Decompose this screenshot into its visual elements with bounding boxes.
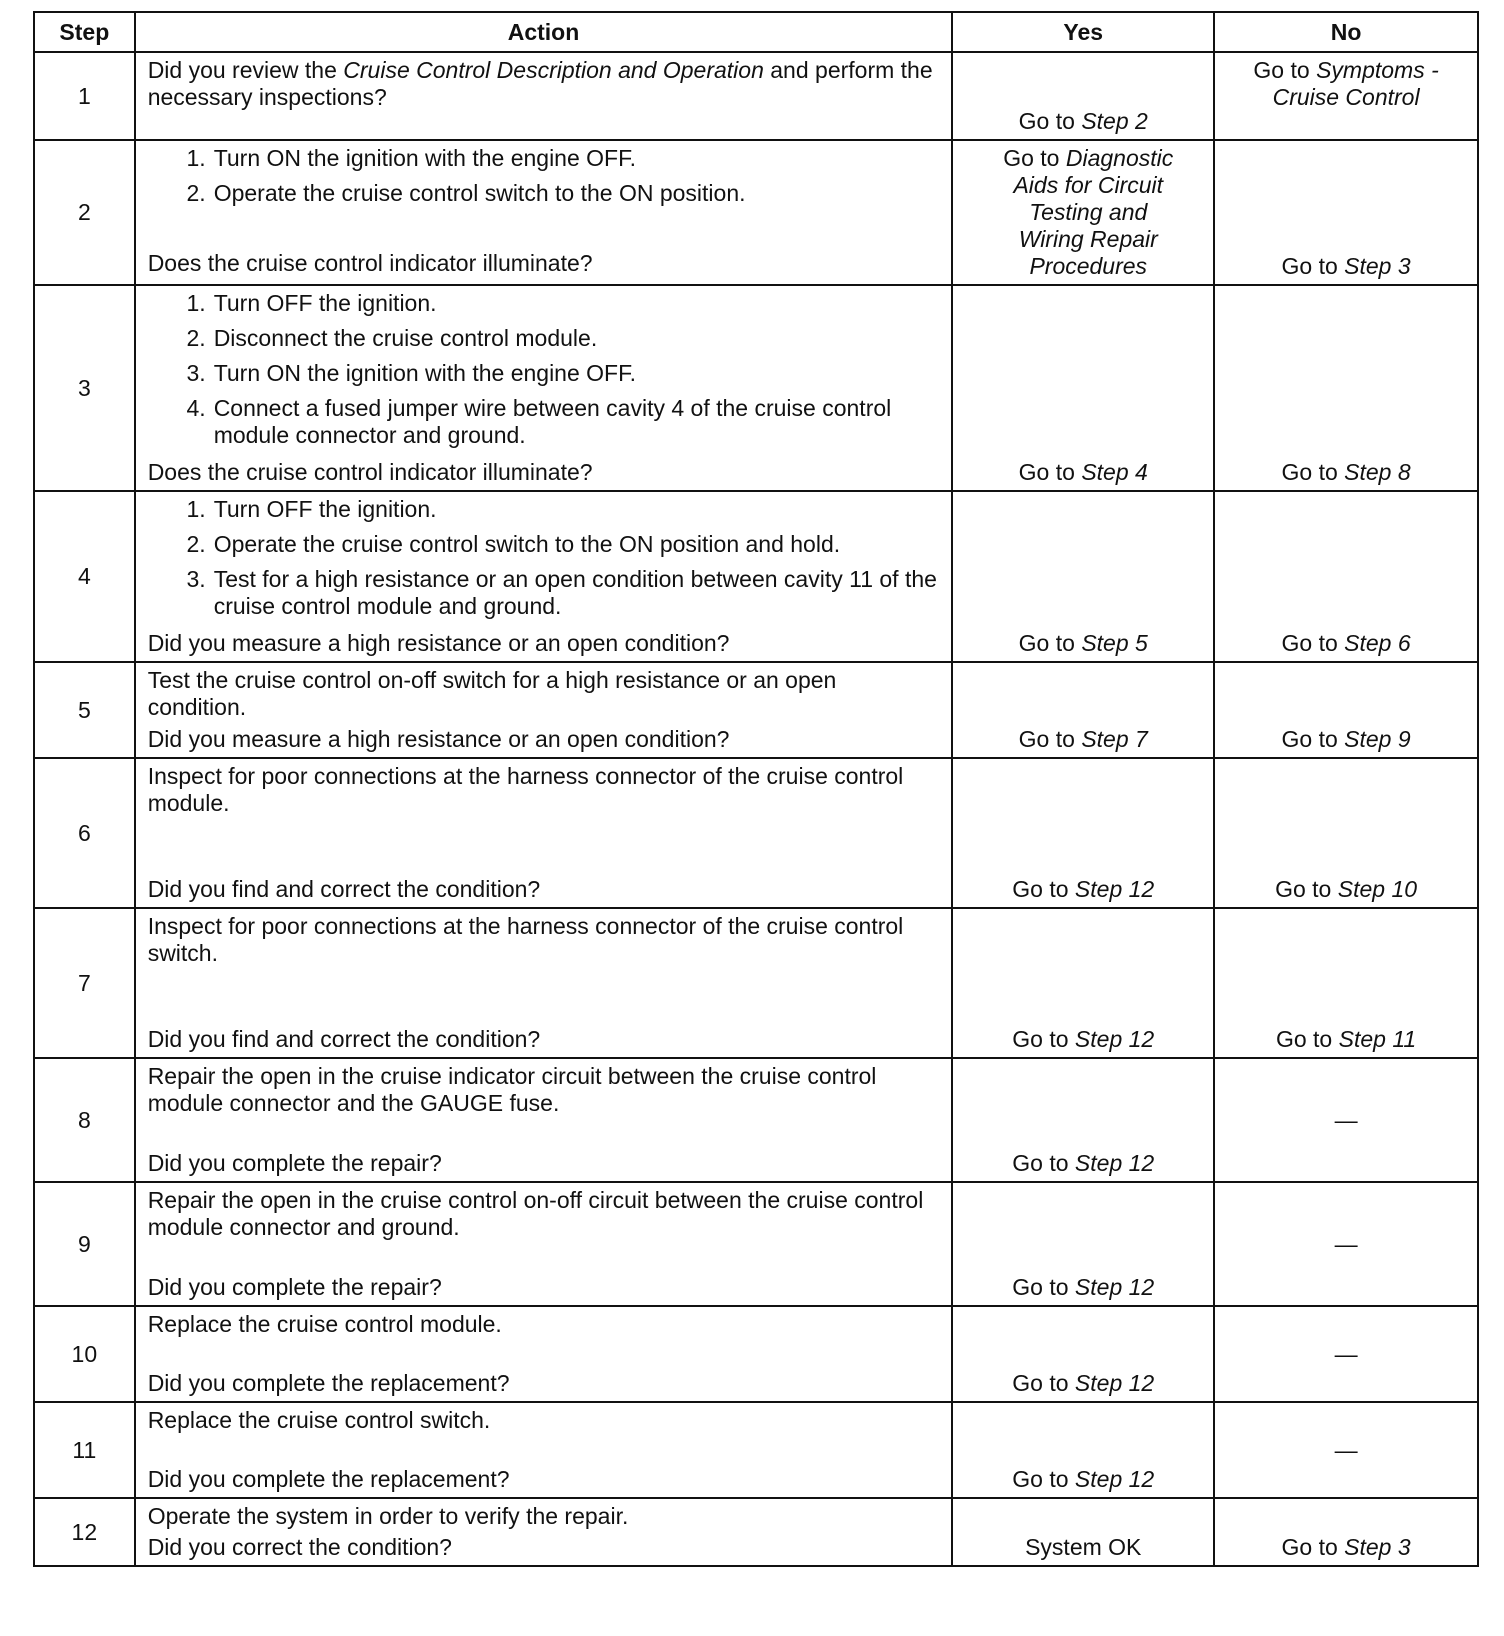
yes-cell [952, 1306, 1214, 1402]
sub-step-text: Disconnect the cruise control module. [213, 325, 598, 351]
yes-cell [952, 285, 1214, 491]
no-prefix: Go to [1281, 1534, 1345, 1560]
yes-prefix: Go to [1018, 630, 1082, 656]
step-number: 10 [34, 1306, 135, 1402]
yes-cell [952, 662, 1214, 758]
no-cell [1214, 140, 1478, 285]
no-prefix: Go to [1253, 57, 1317, 83]
reference-link[interactable]: Cruise Control Description and Operation [343, 57, 764, 83]
yes-reference-link[interactable]: Step 12 [1074, 1370, 1155, 1396]
no-cell [1214, 1058, 1478, 1182]
table-row [34, 1306, 1478, 1402]
header-yes: Yes [952, 12, 1214, 52]
no-reference-link[interactable]: Symptoms - Cruise Control [1272, 57, 1439, 110]
yes-reference-link[interactable]: Step 12 [1074, 1150, 1155, 1176]
no-text: — [1334, 1436, 1358, 1463]
sub-step-text: Operate the cruise control switch to the ON position. [213, 180, 746, 206]
yes-cell [952, 758, 1214, 908]
no-prefix: Go to [1281, 459, 1345, 485]
action-question: Did you complete the repair? [147, 1150, 442, 1176]
action-cell [135, 52, 953, 140]
no-prefix: Go to [1281, 726, 1345, 752]
sub-step [148, 496, 940, 523]
sub-step [148, 531, 940, 558]
no-cell [1214, 908, 1478, 1058]
no-cell [1214, 491, 1478, 662]
table-row [34, 908, 1478, 1058]
yes-reference-link[interactable]: Step 2 [1081, 108, 1148, 134]
sub-step-text: Connect a fused jumper wire between cavity 4 of the cruise control module connector and ground. [213, 395, 892, 448]
sub-step [148, 180, 940, 207]
sub-step [148, 145, 940, 172]
sub-step-number: 1. [186, 145, 206, 171]
action-question: Did you complete the replacement? [147, 1370, 510, 1396]
action-question: Did you find and correct the condition? [147, 876, 541, 902]
no-prefix: Go to [1281, 253, 1345, 279]
action-instruction: Repair the open in the cruise indicator circuit between the cruise control module connector and the GAUGE fuse. [147, 1063, 877, 1116]
action-instruction: Test the cruise control on-off switch for a high resistance or an open condition. [147, 667, 837, 720]
no-text: — [1334, 1106, 1358, 1133]
yes-reference-link[interactable]: Step 12 [1074, 1274, 1155, 1300]
sub-step-number: 2. [186, 325, 206, 351]
action-instruction: Inspect for poor connections at the harness connector of the cruise control module. [147, 763, 904, 816]
yes-cell [952, 52, 1214, 140]
action-instruction: Replace the cruise control module. [147, 1311, 502, 1337]
action-content [148, 145, 940, 277]
yes-reference-link[interactable]: Step 12 [1074, 1026, 1155, 1052]
action-cell [135, 662, 953, 758]
sub-step-list [148, 290, 940, 457]
yes-cell [952, 1182, 1214, 1306]
instruction-text: Did you review the [147, 57, 344, 83]
action-question: Does the cruise control indicator illuminate? [147, 459, 593, 485]
sub-step-text: Turn ON the ignition with the engine OFF. [213, 360, 636, 386]
yes-prefix: Go to [1012, 1026, 1075, 1052]
yes-reference-link[interactable]: Step 12 [1074, 1466, 1155, 1492]
table-row [34, 285, 1478, 491]
action-content [148, 290, 940, 486]
no-reference-link[interactable]: Step 9 [1344, 726, 1411, 752]
action-content [148, 1187, 940, 1301]
table-row [34, 758, 1478, 908]
header-action: Action [135, 12, 953, 52]
step-number: 1 [34, 52, 135, 140]
no-reference-link[interactable]: Step 10 [1337, 876, 1418, 902]
yes-reference-link[interactable]: Step 5 [1081, 630, 1148, 656]
no-reference-link[interactable]: Step 6 [1344, 630, 1411, 656]
step-number: 12 [34, 1498, 135, 1566]
table-row [34, 1498, 1478, 1566]
sub-step-text: Turn ON the ignition with the engine OFF. [213, 145, 636, 171]
action-content [148, 763, 940, 903]
no-cell [1214, 758, 1478, 908]
sub-step-text: Test for a high resistance or an open condition between cavity 11 of the cruise control module and ground. [213, 566, 937, 619]
yes-prefix: Go to [1012, 1466, 1075, 1492]
action-question: Does the cruise control indicator illuminate? [147, 250, 593, 276]
action-content [148, 913, 940, 1053]
yes-prefix: Go to [1012, 876, 1075, 902]
action-content [148, 1503, 940, 1561]
no-prefix: Go to [1281, 630, 1345, 656]
step-number: 2 [34, 140, 135, 285]
step-number: 3 [34, 285, 135, 491]
yes-cell [952, 1498, 1214, 1566]
step-number: 6 [34, 758, 135, 908]
step-number: 5 [34, 662, 135, 758]
action-cell [135, 1402, 953, 1498]
yes-prefix: Go to [1018, 108, 1082, 134]
action-content [148, 1407, 940, 1493]
sub-step-number: 2. [186, 180, 206, 206]
action-cell [135, 1306, 953, 1402]
no-prefix: Go to [1275, 876, 1338, 902]
no-prefix: Go to [1275, 1026, 1339, 1052]
action-content [148, 1311, 940, 1397]
action-question: Did you find and correct the condition? [147, 1026, 541, 1052]
no-cell [1214, 1182, 1478, 1306]
action-cell [135, 1498, 953, 1566]
diagnostic-table [33, 11, 1479, 1567]
sub-step-list [148, 496, 940, 628]
sub-step [148, 360, 940, 387]
action-cell [135, 758, 953, 908]
yes-reference-link[interactable]: Step 7 [1081, 726, 1148, 752]
action-content [148, 667, 940, 753]
action-cell [135, 1182, 953, 1306]
action-content [148, 57, 940, 135]
no-cell [1214, 662, 1478, 758]
table-row [34, 662, 1478, 758]
yes-prefix: Go to [1012, 1370, 1075, 1396]
header-row [34, 12, 1478, 52]
table-row [34, 1402, 1478, 1498]
yes-cell [952, 140, 1214, 285]
sub-step-text: Turn OFF the ignition. [213, 496, 437, 522]
sub-step [148, 395, 940, 449]
yes-text: System OK [1025, 1534, 1142, 1560]
yes-prefix: Go to [1012, 1150, 1075, 1176]
sub-step-list [148, 145, 940, 215]
header-step: Step [34, 12, 135, 52]
yes-reference-link[interactable]: Diagnostic Aids for Circuit Testing and Wiring Repair Procedures [1013, 145, 1174, 279]
yes-prefix: Go to [1003, 145, 1066, 171]
action-instruction: Repair the open in the cruise control on-off circuit between the cruise control module connector and ground. [147, 1187, 924, 1240]
sub-step-number: 3. [186, 360, 206, 386]
action-question: Did you measure a high resistance or an open condition? [147, 630, 730, 656]
sub-step-number: 3. [186, 566, 206, 592]
header-no: No [1214, 12, 1478, 52]
action-instruction: Replace the cruise control switch. [147, 1407, 491, 1433]
yes-prefix: Go to [1018, 459, 1082, 485]
action-content [148, 1063, 940, 1177]
yes-cell [952, 1402, 1214, 1498]
sub-step [148, 325, 940, 352]
step-number: 9 [34, 1182, 135, 1306]
no-reference-link[interactable]: Step 3 [1344, 253, 1411, 279]
table-row [34, 1182, 1478, 1306]
table-row [34, 52, 1478, 140]
sub-step-number: 1. [186, 496, 206, 522]
no-cell [1214, 1498, 1478, 1566]
action-question: Did you complete the replacement? [147, 1466, 510, 1492]
no-cell [1214, 52, 1478, 140]
no-cell [1214, 1402, 1478, 1498]
yes-cell [952, 491, 1214, 662]
action-cell [135, 491, 953, 662]
action-instruction: Operate the system in order to verify the repair. [147, 1503, 629, 1529]
sub-step-number: 2. [186, 531, 206, 557]
no-reference-link[interactable]: Step 8 [1344, 459, 1411, 485]
action-cell [135, 908, 953, 1058]
yes-prefix: Go to [1018, 726, 1082, 752]
action-cell [135, 1058, 953, 1182]
action-instruction [148, 57, 940, 111]
no-text: — [1334, 1230, 1358, 1257]
no-reference-link[interactable]: Step 11 [1338, 1026, 1417, 1052]
sub-step-number: 4. [186, 395, 206, 421]
yes-reference-link[interactable]: Step 4 [1081, 459, 1148, 485]
action-cell [135, 285, 953, 491]
no-text: — [1334, 1340, 1358, 1367]
no-reference-link[interactable]: Step 3 [1344, 1534, 1411, 1560]
action-question: Did you correct the condition? [147, 1534, 452, 1560]
no-cell [1214, 285, 1478, 491]
table-row [34, 140, 1478, 285]
action-question: Did you measure a high resistance or an open condition? [147, 726, 730, 752]
action-content [148, 496, 940, 657]
action-cell [135, 140, 953, 285]
yes-cell [952, 1058, 1214, 1182]
sub-step [148, 290, 940, 317]
step-number: 8 [34, 1058, 135, 1182]
action-instruction: Inspect for poor connections at the harness connector of the cruise control switch. [147, 913, 904, 966]
table-row [34, 491, 1478, 662]
sub-step-text: Turn OFF the ignition. [213, 290, 437, 316]
yes-reference-link[interactable]: Step 12 [1074, 876, 1155, 902]
table-row [34, 1058, 1478, 1182]
no-cell [1214, 1306, 1478, 1402]
yes-prefix: Go to [1012, 1274, 1075, 1300]
step-number: 7 [34, 908, 135, 1058]
yes-cell [952, 908, 1214, 1058]
step-number: 4 [34, 491, 135, 662]
sub-step-number: 1. [186, 290, 206, 316]
step-number: 11 [34, 1402, 135, 1498]
sub-step [148, 566, 940, 620]
sub-step-text: Operate the cruise control switch to the ON position and hold. [213, 531, 841, 557]
instruction-text: and perform the necessary inspections? [147, 57, 933, 110]
action-question: Did you complete the repair? [147, 1274, 442, 1300]
